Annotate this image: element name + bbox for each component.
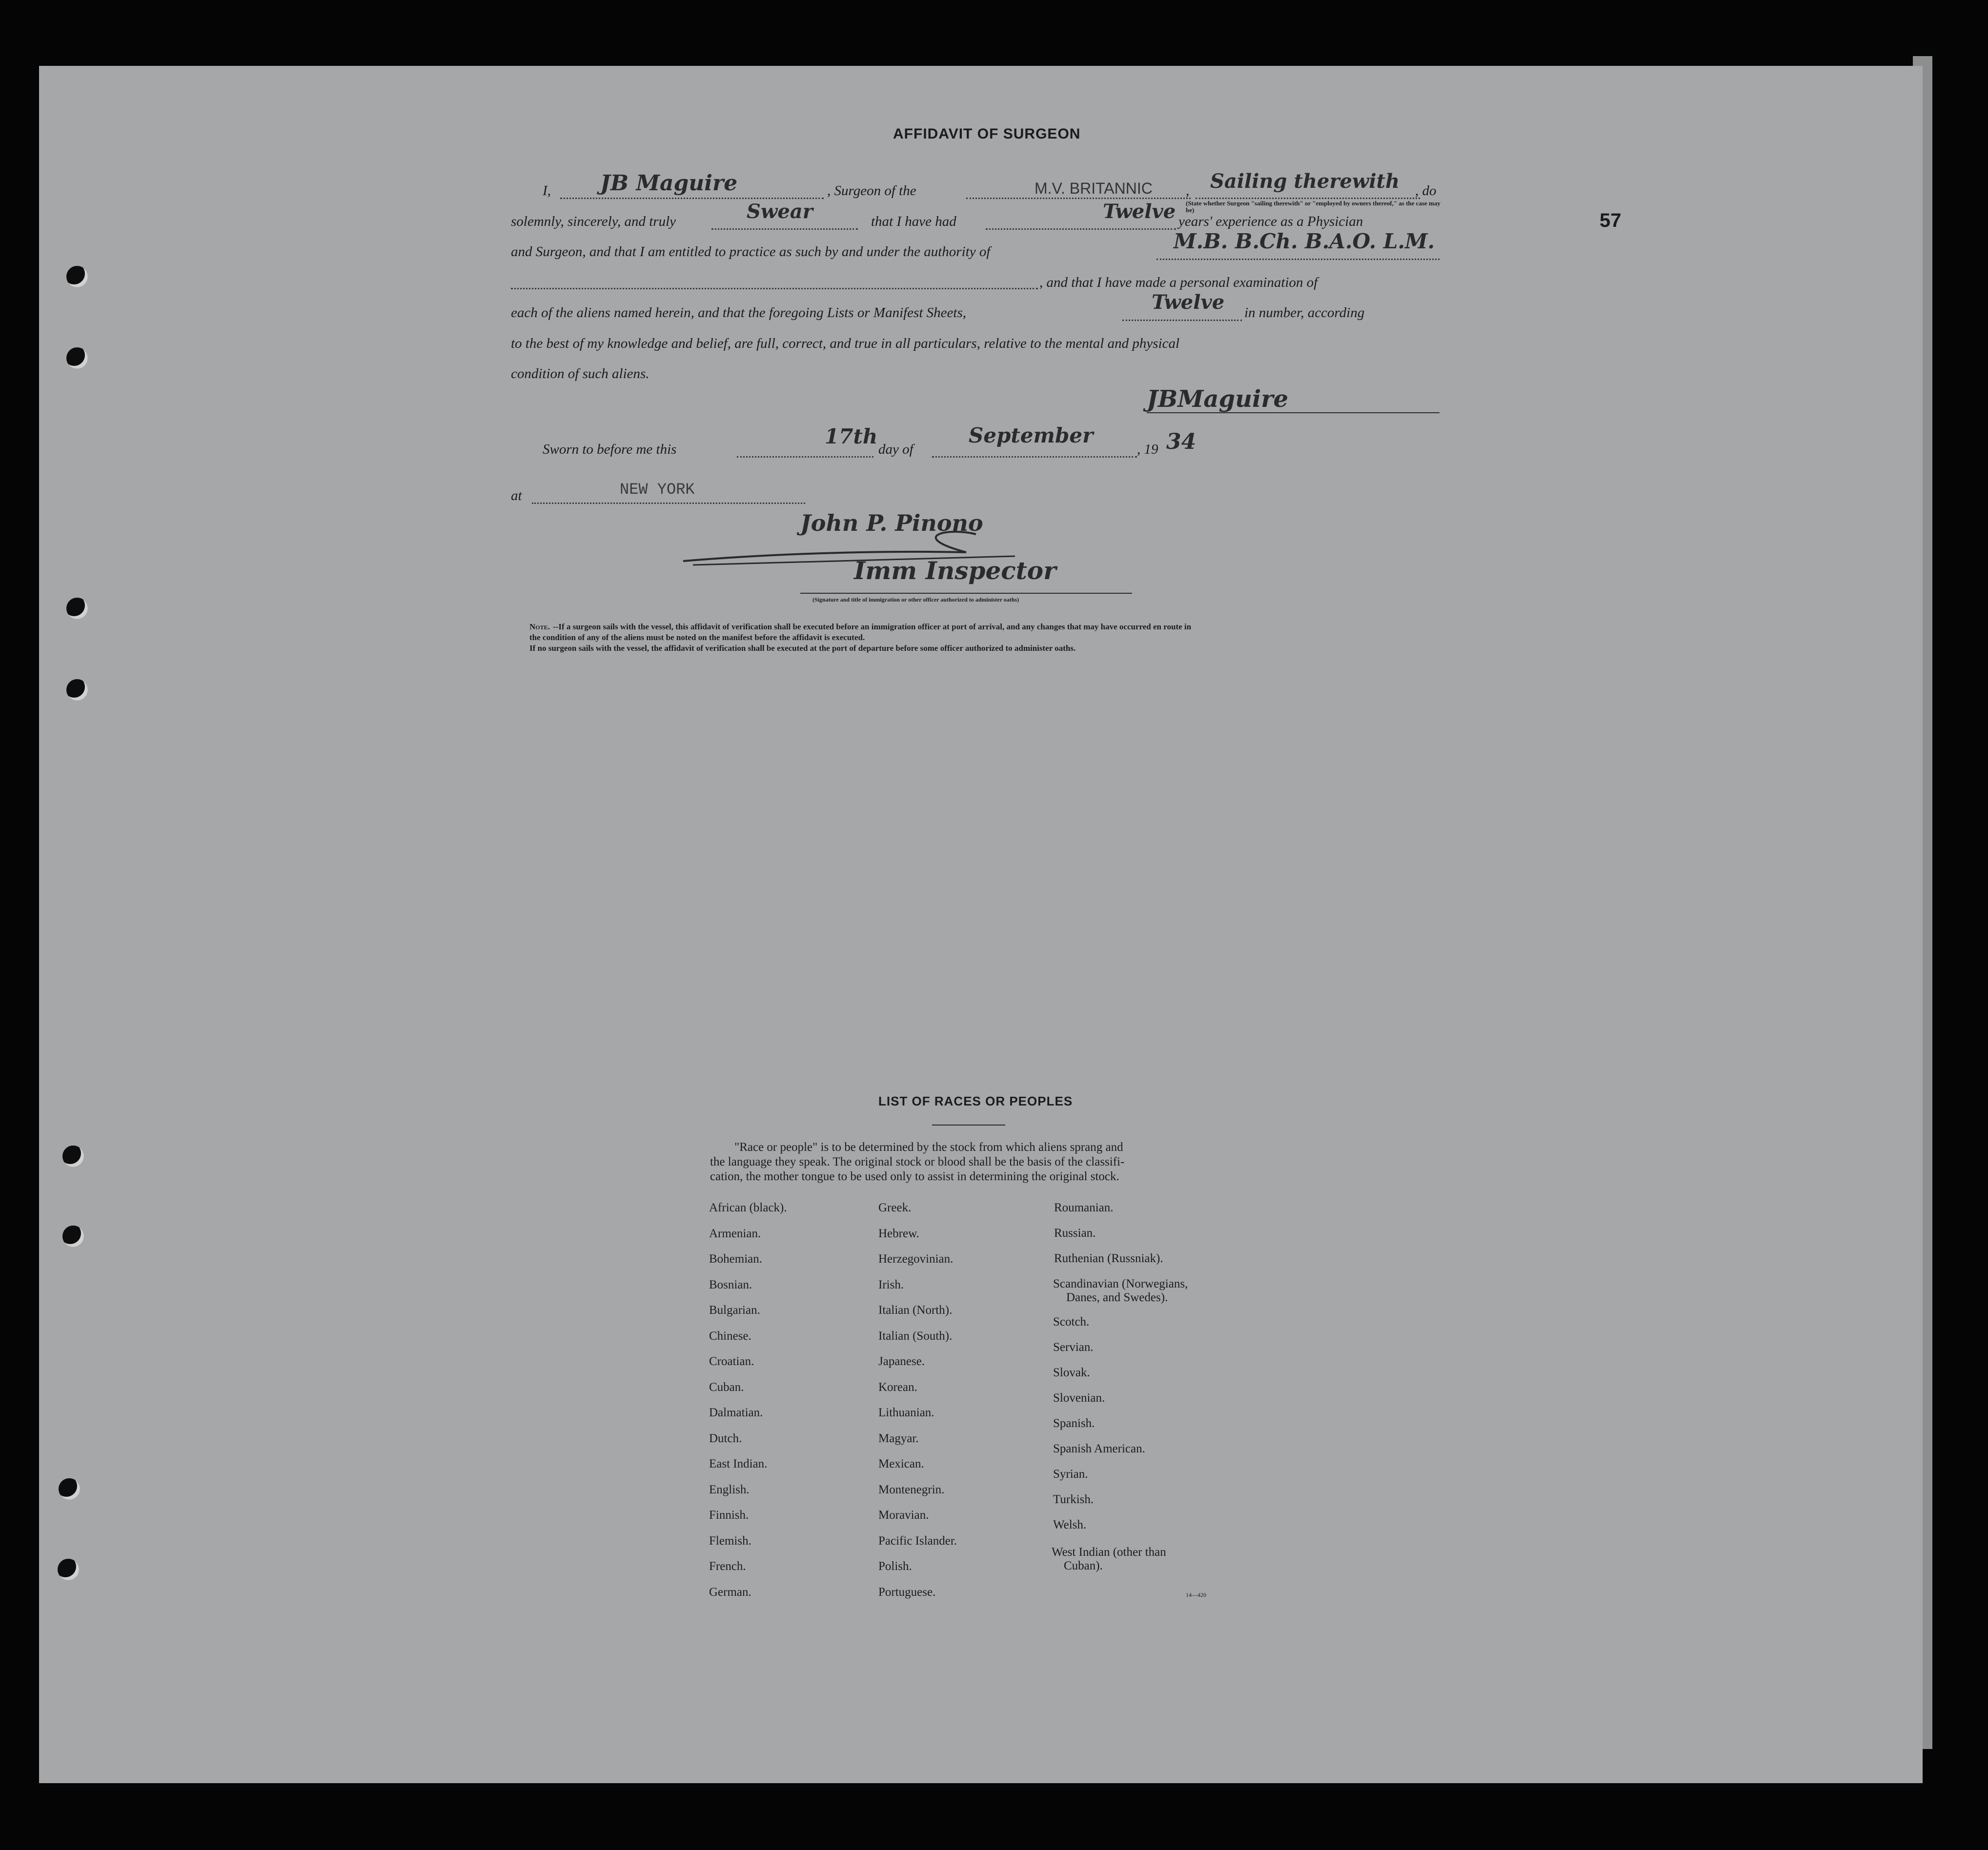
race-item: Scandinavian (Norwegians, [1053,1277,1188,1290]
blank-line [532,503,805,504]
status-instruction: (State whether Surgeon "sailing therewith" or "employed by owners thereof," as the case may be) [1186,200,1440,214]
race-item: Mexican. [878,1457,924,1470]
oath-word-handwritten: Swear [747,200,813,223]
vessel-name: M.V. BRITANNIC [1035,180,1153,197]
form-number: 14—420 [1186,1591,1206,1598]
race-item: Syrian. [1053,1468,1088,1481]
race-item: Korean. [878,1380,917,1394]
punch-hole-icon [66,598,88,619]
affidavit-text: , 19 [1137,442,1158,457]
document-page [39,66,1923,1783]
blank-line [986,228,1176,230]
race-item: Bohemian. [709,1252,763,1266]
blank-line [737,456,873,458]
blank-line [511,288,1038,289]
race-item: Dalmatian. [709,1406,763,1419]
races-intro: "Race or people" is to be determined by the stock from which aliens sprang and [734,1141,1123,1154]
race-item: Japanese. [878,1355,925,1368]
note-text: If no surgeon sails with the vessel, the affidavit of verification shall be executed at the port of departure before some officer authorized to administer oaths. [529,643,1076,653]
affidavit-text: day of [878,442,913,457]
race-item: Hebrew. [878,1227,919,1240]
affidavit-text: at [511,488,522,503]
blank-line [1156,259,1440,260]
race-item: Welsh. [1053,1518,1087,1531]
officer-title-handwritten: Imm Inspector [854,556,1056,585]
race-item: Cuban. [709,1380,744,1394]
race-item: Greek. [878,1201,912,1214]
years-handwritten: Twelve [1103,200,1176,223]
race-item: Moravian. [878,1508,929,1522]
sheets-count-handwritten: Twelve [1152,291,1225,314]
sworn-day-handwritten: 17th [825,424,878,448]
race-item: Italian (South). [878,1329,953,1343]
affidavit-text: that I have had [871,214,956,229]
race-item: Magyar. [878,1431,919,1445]
surgeon-name-handwritten: JB Maguire [600,171,738,196]
affidavit-text: , do [1415,183,1437,199]
race-item: Bulgarian. [709,1304,760,1317]
note-text: --If a surgeon sails with the vessel, this affidavit of verification shall be executed before an immigration officer at port of arrival, and any changes that may have occurred en route in [553,622,1192,631]
blank-line [711,228,858,230]
race-item: Slovenian. [1053,1391,1105,1405]
surgeon-signature: JBMaguire [1147,385,1289,413]
affidavit-text: in number, according [1244,305,1365,321]
race-item: Ruthenian (Russniak). [1054,1252,1163,1265]
race-item: Chinese. [709,1329,751,1343]
race-item: Dutch. [709,1431,742,1445]
races-column-2 [878,1201,957,1611]
race-item: Herzegovinian. [878,1252,953,1266]
race-item: Montenegrin. [878,1483,945,1496]
race-item: East Indian. [709,1457,768,1470]
affidavit-text: to the best of my knowledge and belief, are full, correct, and true in all particulars, relative to the mental and physical [511,336,1180,351]
affidavit-text: solemnly, sincerely, and truly [511,214,676,229]
affidavit-title: AFFIDAVIT OF SURGEON [893,126,1081,142]
blank-line [1196,198,1420,199]
races-title: LIST OF RACES OR PEOPLES [878,1094,1073,1108]
affidavit-text: and Surgeon, and that I am entitled to practice as such by and under the authority of [511,244,991,260]
race-item: English. [709,1483,750,1496]
race-item: Armenian. [709,1227,761,1240]
race-item: Cuban). [1064,1559,1103,1572]
race-item: German. [709,1585,751,1599]
race-item: Slovak. [1053,1366,1090,1379]
race-item: Roumanian. [1054,1201,1114,1214]
affidavit-text: , [1186,183,1190,199]
sworn-year-handwritten: 34 [1166,429,1197,454]
race-item: Italian (North). [878,1304,953,1317]
blank-line [1122,320,1242,321]
affidavit-text: each of the aliens named herein, and that the foregoing Lists or Manifest Sheets, [511,305,966,321]
note-text: the condition of any of the aliens must be noted on the manifest before the affidavit is executed. [529,633,865,642]
affidavit-text: I, [543,183,551,199]
race-item: Spanish American. [1053,1442,1145,1455]
officer-caption: (Signature and title of immigration or other officer authorized to administer oaths) [812,596,1019,603]
punch-hole-icon [66,679,88,701]
race-item: Bosnian. [709,1278,752,1291]
race-item: Polish. [878,1560,912,1573]
punch-hole-icon [66,266,88,287]
races-intro: the language they speak. The original stock or blood shall be the basis of the classifi- [710,1155,1125,1168]
punch-hole-icon [66,347,88,369]
blank-line [966,198,1191,199]
race-item: Russian. [1054,1227,1096,1240]
races-intro: cation, the mother tongue to be used only to assist in determining the original stock. [710,1170,1119,1183]
page-number: 57 [1600,210,1622,231]
race-item: Danes, and Swedes). [1066,1291,1168,1304]
sworn-month-handwritten: September [969,423,1094,447]
surgeon-status-handwritten: Sailing therewith [1210,170,1400,193]
race-item: Scotch. [1053,1315,1090,1328]
blank-line [560,198,824,199]
punch-hole-icon [62,1226,84,1247]
race-item: Spanish. [1053,1417,1095,1430]
race-item: African (black). [709,1201,787,1214]
race-item: Flemish. [709,1534,751,1548]
affidavit-text: condition of such aliens. [511,366,649,382]
title-underline [932,1125,1005,1126]
affidavit-text: , and that I have made a personal examination of [1039,275,1318,290]
sworn-place: NEW YORK [620,481,695,499]
punch-hole-icon [59,1478,80,1500]
authority-handwritten: M.B. B.Ch. B.A.O. L.M. [1174,229,1435,253]
race-item: Pacific Islander. [878,1534,957,1548]
races-column-1 [709,1201,787,1611]
note-label: Note. [529,622,550,631]
race-item: Croatian. [709,1355,754,1368]
signature-line [1147,412,1440,413]
race-item: Servian. [1053,1341,1094,1354]
race-item: Irish. [878,1278,904,1291]
race-item: French. [709,1560,746,1573]
blank-line [932,456,1137,458]
race-item: Portuguese. [878,1585,936,1599]
punch-hole-icon [58,1559,79,1580]
affidavit-text: , Surgeon of the [827,183,916,199]
race-item: Turkish. [1053,1493,1094,1506]
race-item: Lithuanian. [878,1406,934,1419]
punch-hole-icon [62,1146,84,1167]
officer-signature: John P. Pinono [800,510,983,536]
affidavit-text: years' experience as a Physician [1178,214,1363,229]
affidavit-text: Sworn to before me this [543,442,677,457]
race-item: West Indian (other than [1052,1546,1166,1559]
race-item: Finnish. [709,1508,749,1522]
officer-signature-line [800,593,1132,594]
